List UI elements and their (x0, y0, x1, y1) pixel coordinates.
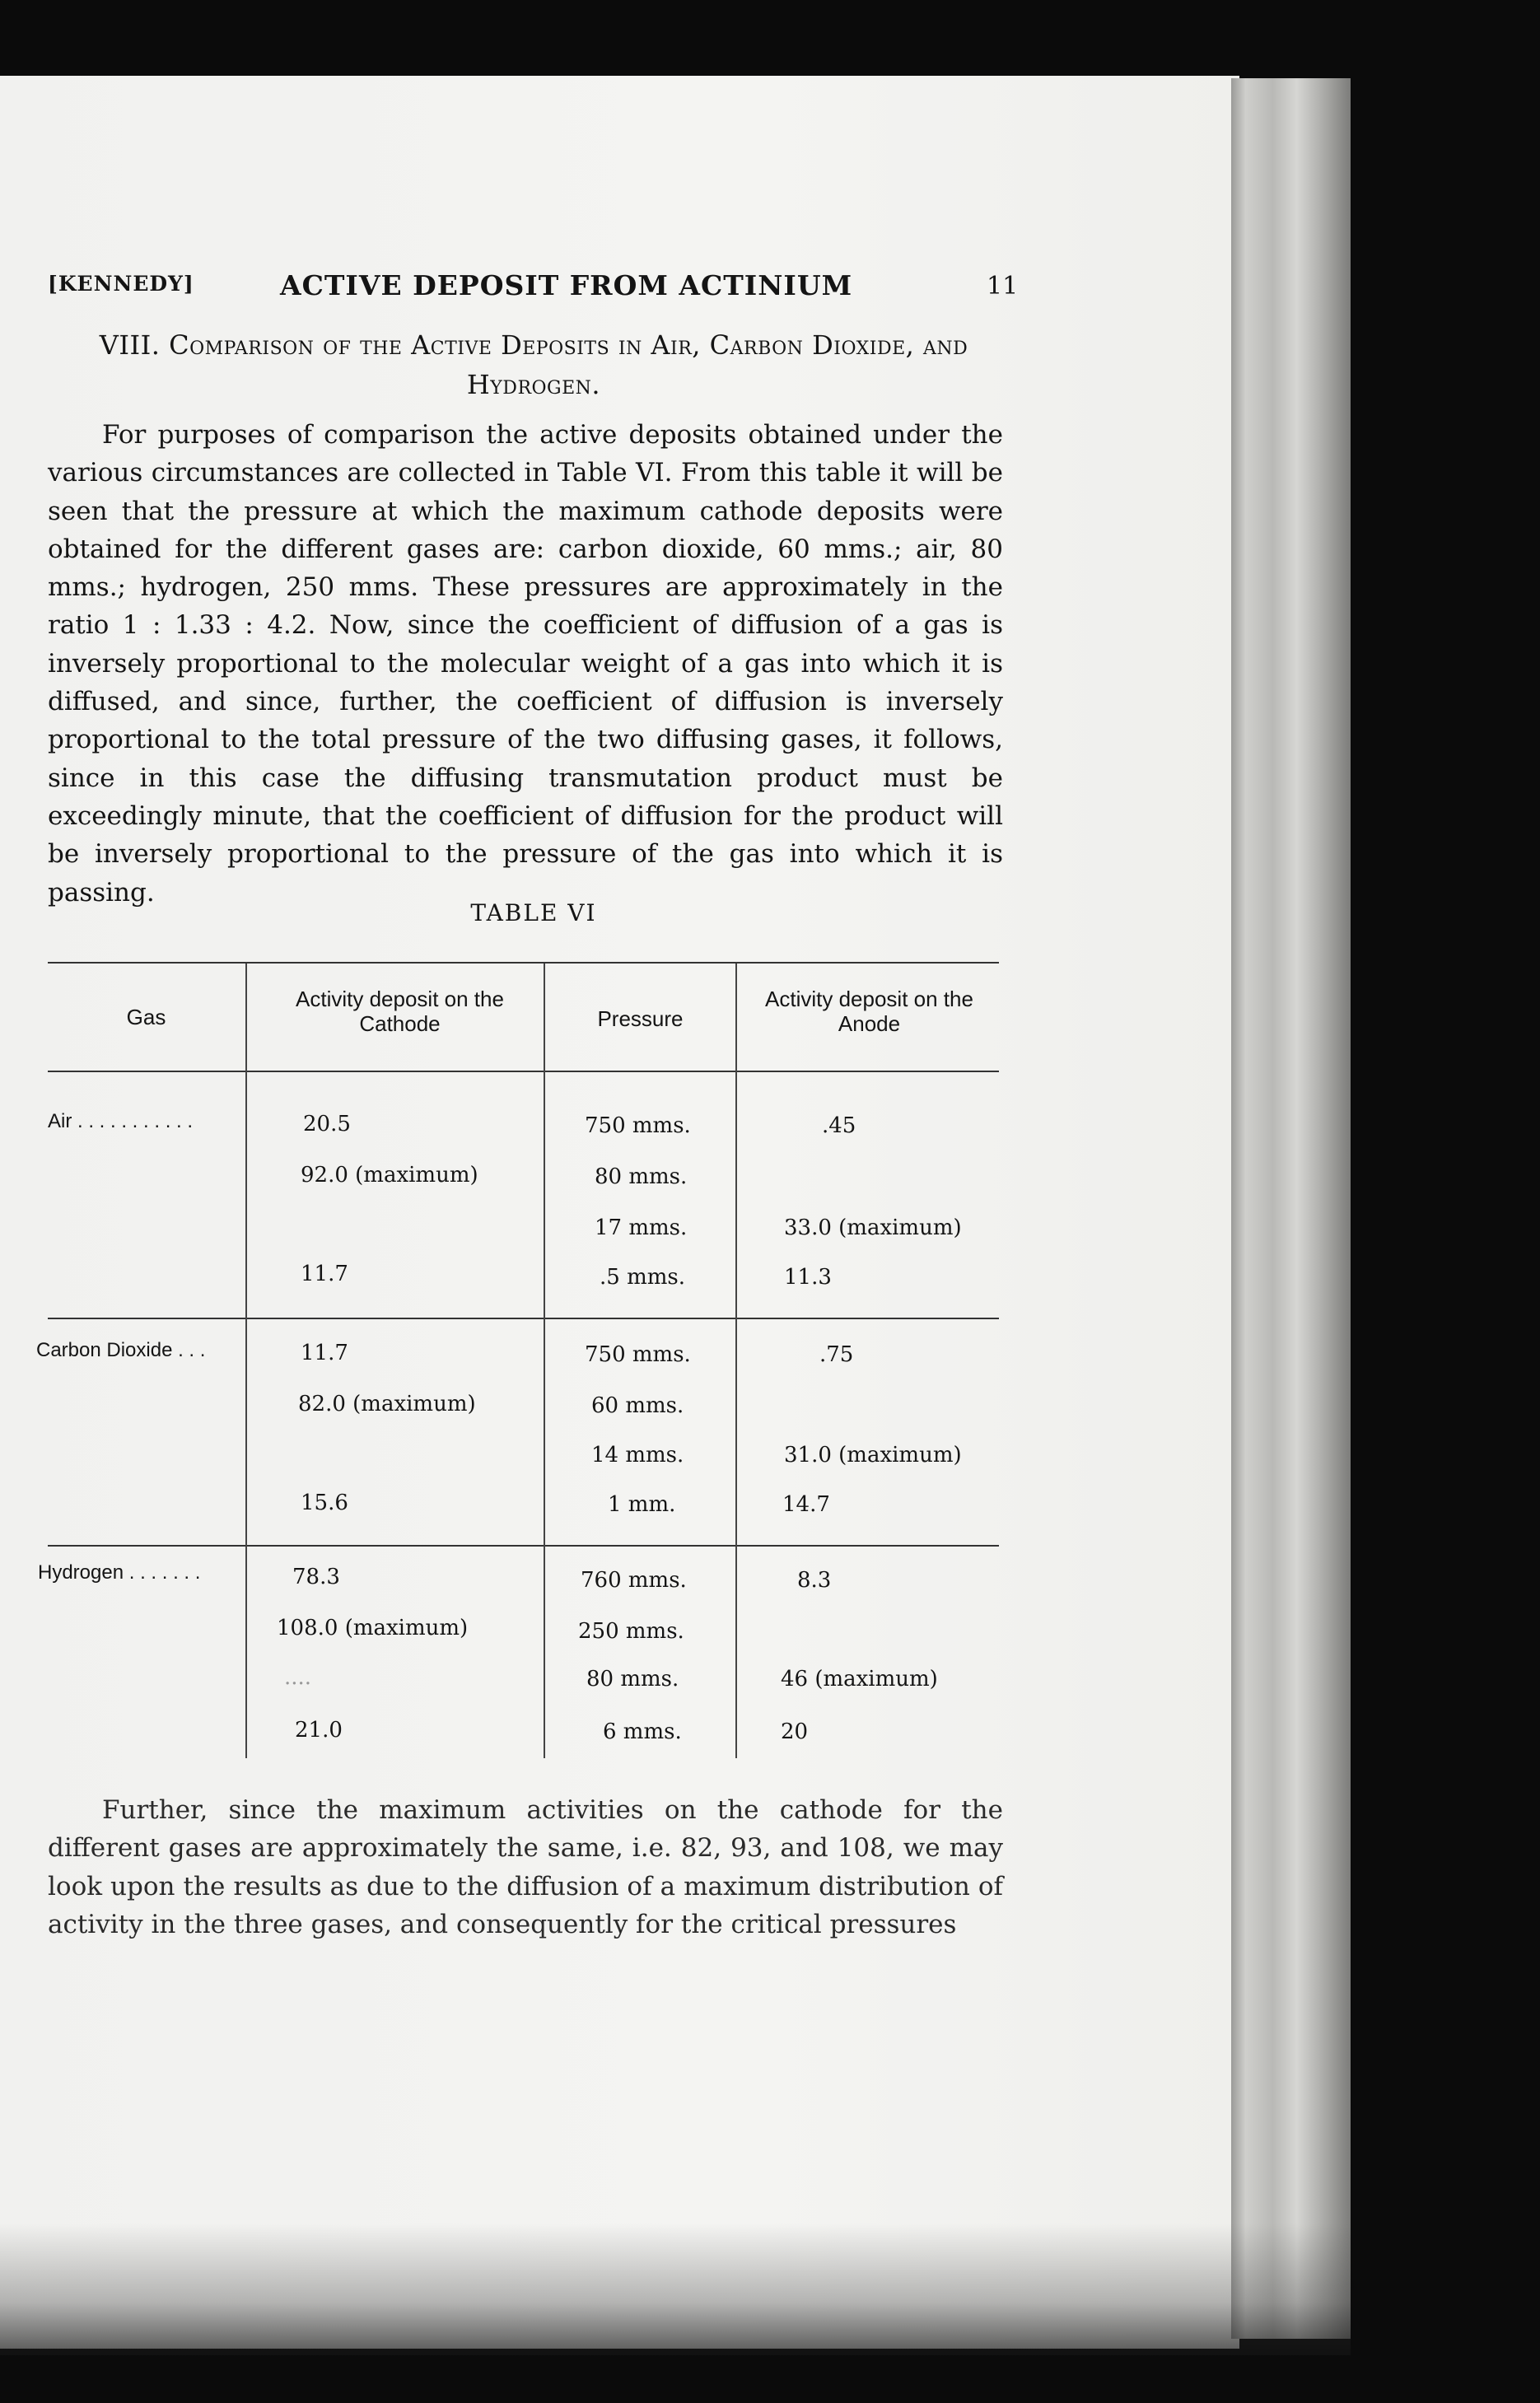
table-cell: 92.0 (maximum) (301, 1163, 478, 1188)
table-cell: .45 (822, 1113, 856, 1138)
page-edge-shadow (1231, 78, 1351, 2339)
table-header-rule (48, 1071, 999, 1072)
table-group-rule-1 (48, 1318, 999, 1319)
table-cell: 17 mms. (595, 1215, 688, 1240)
table-cell: 80 mms. (586, 1667, 679, 1691)
table-cell: 1 mm. (608, 1492, 676, 1517)
gas-label-hydrogen: Hydrogen . . . . . . . (38, 1561, 201, 1584)
table-cell: 15.6 (301, 1491, 348, 1515)
table-cell: 8.3 (797, 1568, 832, 1593)
body-paragraph-2: Further, since the maximum activities on the cathode for the different gases are approximately the same, i.e. 82, 93, and 108, we may look upon the results as due to the diffusion of a maximum distribution of activity in the three gases, and consequently for the critical pressures (48, 1795, 1003, 1939)
table-cell: 760 mms. (581, 1568, 687, 1593)
table-cell: 11.7 (301, 1262, 348, 1286)
table-cell: 21.0 (295, 1718, 343, 1743)
table-cell: 78.3 (292, 1565, 340, 1589)
table-cell: 46 (maximum) (781, 1667, 938, 1691)
table-cell: 20 (781, 1719, 809, 1744)
table-cell: 750 mms. (585, 1342, 691, 1367)
table-title: TABLE VI (470, 899, 597, 926)
table-cell: 11.7 (301, 1341, 348, 1365)
table-cell: 11.3 (784, 1265, 832, 1290)
column-header-cathode: Activity deposit on the Cathode (296, 987, 504, 1036)
column-header-pressure: Pressure (597, 1006, 684, 1031)
table-cell: 250 mms. (578, 1619, 684, 1644)
table-cell: 33.0 (maximum) (784, 1215, 962, 1240)
table-column-divider-3 (735, 964, 737, 1758)
table-cell: .75 (819, 1342, 854, 1367)
table-cell: 20.5 (303, 1112, 351, 1136)
section-title: VIII. Comparison of the Active Deposits in Air, Carbon Dioxide, and Hydrogen. (99, 329, 968, 400)
table-cell: 80 mms. (595, 1164, 688, 1189)
table-cell: 31.0 (maximum) (784, 1443, 962, 1467)
table-cell: 60 mms. (591, 1393, 684, 1418)
body-paragraph-1: For purposes of comparison the active deposits obtained under the various circumstances are collected in Table VI. From this table it will be seen that the pressure at which the maximum cathode deposits were obtained for the different gases are: carbon dioxide, 60 mms.; air, 80 mms.; hydrogen, 250 mms. These pressures are approximately in the ratio 1 : 1.33 : 4.2. Now, since the coefficient of diffusion of a gas is inversely proportional to the molecular weight of a gas into which it is diffused, and since, further, the coefficient of diffusion is inversely proportional to the total pressure of the two diffusing gases, it follows, since in this case the diffusing transmutation product must be exceedingly minute, that the coefficient of diffusion for the product will be inversely proportional to the pressure of the gas into which it is passing. (48, 420, 1003, 908)
running-header-title: ACTIVE DEPOSIT FROM ACTINIUM (280, 269, 853, 301)
column-header-gas: Gas (126, 1005, 166, 1029)
table-top-rule (48, 962, 999, 964)
table-cell: 82.0 (maximum) (298, 1392, 476, 1416)
column-header-anode: Activity deposit on the Anode (765, 987, 973, 1036)
gas-label-carbon-dioxide: Carbon Dioxide . . . (36, 1339, 206, 1361)
table-cell: .... (284, 1665, 312, 1690)
table-cell: 6 mms. (603, 1719, 682, 1744)
table-column-divider-2 (544, 964, 545, 1758)
table-cell: 14 mms. (591, 1443, 684, 1467)
table-cell: 108.0 (maximum) (277, 1616, 469, 1640)
table-cell: 14.7 (782, 1492, 830, 1517)
running-header-author: [KENNEDY] (48, 272, 194, 296)
page-number: 11 (987, 272, 1019, 301)
page-bottom-shadow (0, 2223, 1351, 2355)
table-column-divider-1 (245, 964, 247, 1758)
gas-label-air: Air . . . . . . . . . . . (48, 1110, 194, 1132)
table-cell: .5 mms. (600, 1265, 685, 1290)
table-group-rule-2 (48, 1545, 999, 1547)
table-cell: 750 mms. (585, 1113, 691, 1138)
